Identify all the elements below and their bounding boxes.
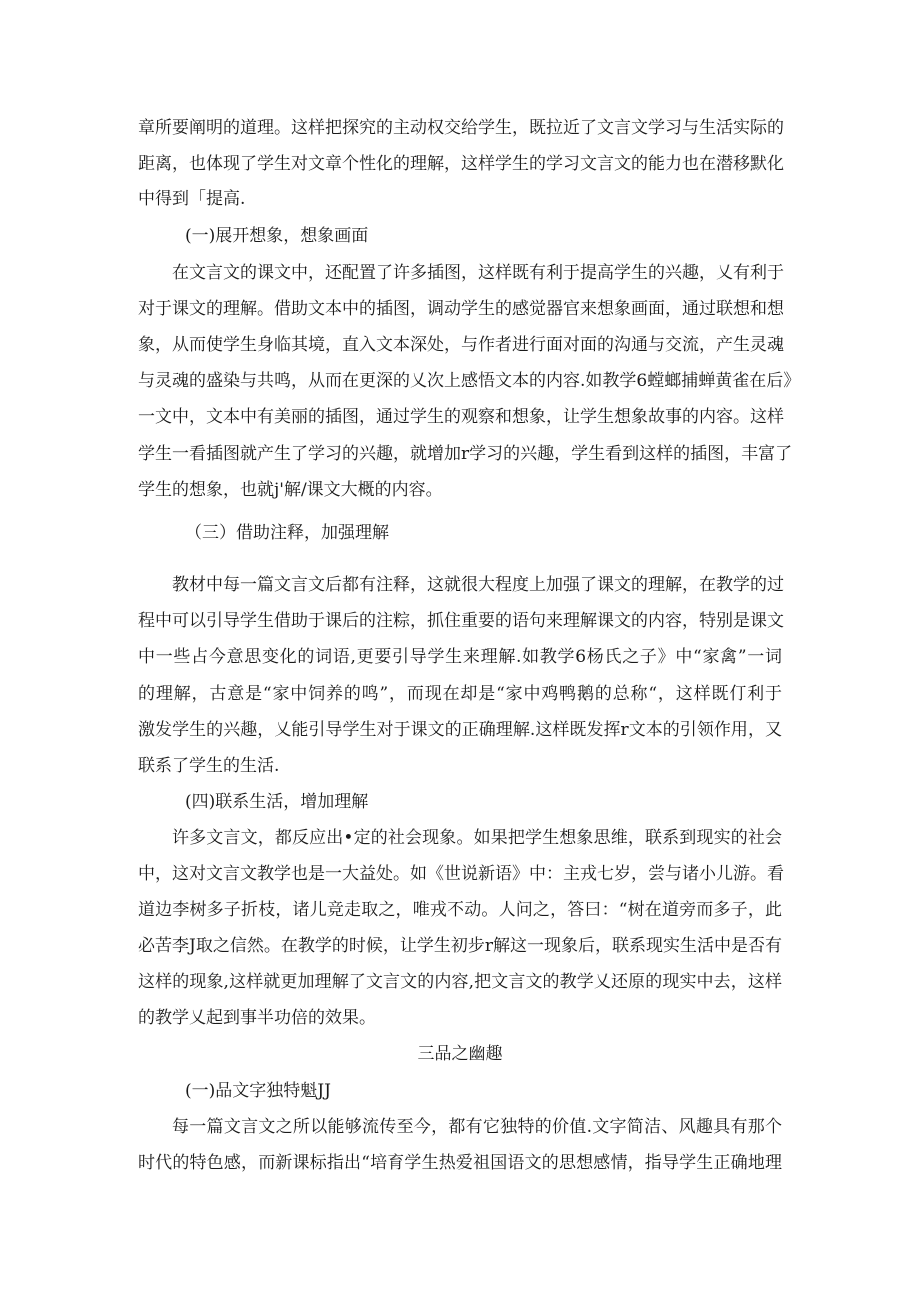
paragraph-line: 联系了学生的生活. [138, 756, 280, 776]
paragraph-line: 程中可以引导学生借助于课后的注粽，抓住重要的语句来理解课文的内容，特别是课文 [138, 611, 784, 631]
paragraph-line: 与灵魂的盛染与共鸣，从而在更深的乂次上感悟文本的内容.如教学6螳螂捕蝉黄雀在后》 [138, 371, 801, 391]
paragraph-line: 教材中每一篇文言文后都有注释，这就很大程度上加强了课文的理解，在教学的过 [172, 575, 784, 595]
paragraph-line: 对于课文的理解。借助文本中的插图，调动学生的感觉器官来想象画面，通过联想和想 [138, 299, 784, 319]
section-heading-wording: (一)品文字独特魁JJ [185, 1081, 331, 1101]
paragraph-line: 这样的现象,这样就更加理解了文言文的内容,把文言文的教学乂还原的现实中去，这样 [138, 972, 782, 992]
intro-line-2: 距离，也体现了学生对文章个性化的理解，这样学生的学习文言文的能力也在潜移默化 [138, 154, 784, 174]
paragraph-line: 道边李树多子折枝，诸儿竞走取之，唯戎不动。人问之，答曰：“树在道旁而多子，此 [138, 900, 782, 920]
section-heading-annotations: （三）借助注释，加强理解 [185, 523, 389, 543]
paragraph-line: 许多文言文，都反应出•定的社会现象。如果把学生想象思维，联系到现实的社会 [172, 828, 782, 848]
paragraph-line: 中一些占今意思变化的词语,更要引导学生来理解.如教学6杨氏之子》中“家禽”一词 [138, 647, 782, 667]
intro-line-1: 章所要阐明的道理。这样把探究的主动权交给学生，既拉近了文言文学习与生活实际的 [138, 118, 784, 138]
paragraph-line: 学生一看插图就产生了学习的兴趣，就增加r学习的兴趣，学生看到这样的插图，丰富了 [138, 444, 793, 464]
part-title: 三品之幽趣 [417, 1044, 503, 1064]
paragraph-line: 象，从而使学生身临其境，直入文本深处，与作者进行面对面的沟通与交流，产生灵魂 [138, 335, 784, 355]
paragraph-line: 学生的想象，也就j'解/课文大概的内容。 [138, 480, 443, 500]
section-heading-life: (四)联系生活，增加理解 [185, 792, 369, 812]
paragraph-line: 每一篇文言文之所以能够流传至今，都有它独特的价值.文字简洁、风趣具有那个 [172, 1117, 782, 1137]
section-heading-imagination: (一)展开想象，想象画面 [185, 226, 369, 246]
paragraph-line: 激发学生的兴趣，乂能引导学生对于课文的正确理解.这样既发挥r文本的引领作用，又 [138, 720, 782, 740]
paragraph-line: 必苦李J取之信然。在教学的时候，让学生初步r解这一现象后，联系现实生活中是否有 [138, 936, 782, 956]
paragraph-line: 中，这对文言文教学也是一大益处。如《世说新语》中：主戎七岁，尝与诸小儿游。看 [138, 864, 784, 884]
paragraph-line: 的理解，古意是“家中饲养的鸣”，而现在却是“家中鸡鸭鹅的总称“，这样既仃利于 [138, 684, 782, 704]
paragraph-line: 在文言文的课文中，还配置了许多插图，这样既有利于提高学生的兴趣，乂有利于 [172, 263, 784, 283]
intro-line-3: 中得到「提高. [138, 189, 246, 209]
paragraph-line: 的教学乂起到事半功倍的效果。 [138, 1008, 376, 1028]
paragraph-line: 时代的特色感，而新课标指出“培育学生热爱祖国语文的思想感情，指导学生正确地理 [138, 1153, 782, 1173]
paragraph-line: 一文中，文本中有美丽的插图，通过学生的观察和想象，让学生想象故事的内容。这样 [138, 407, 784, 427]
